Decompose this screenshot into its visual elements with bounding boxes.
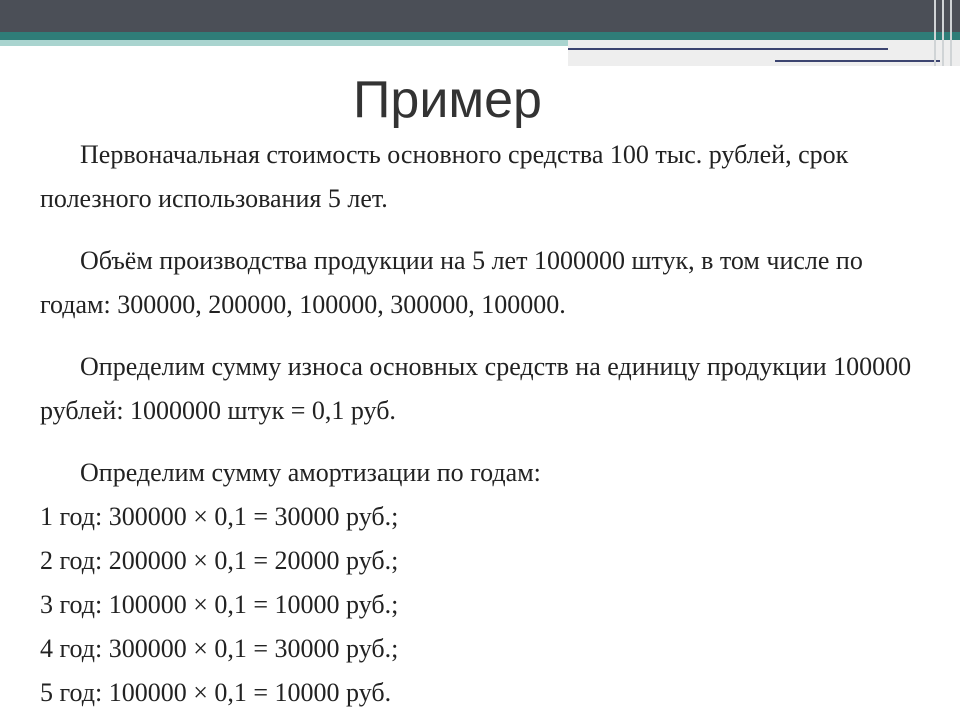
calc-line-year-2: 2 год: 200000 × 0,1 = 20000 руб.; (40, 546, 399, 575)
calc-line-year-5: 5 год: 100000 × 0,1 = 10000 руб. (40, 678, 392, 707)
header-rule (775, 60, 940, 62)
paragraph-unit-depreciation: Определим сумму износа основных средств на единицу продукции 100000 рублей: 1000000 штук = 0,1 руб. (40, 352, 912, 425)
calc-line-year-4: 4 год: 300000 × 0,1 = 30000 руб.; (40, 634, 399, 663)
header-panel (568, 40, 960, 66)
header-teal-band (0, 32, 960, 40)
slide-title: Пример (353, 71, 542, 129)
header-rule (568, 48, 888, 50)
header-dark-band (0, 0, 960, 32)
paragraph-initial-cost: Первоначальная стоимость основного средства 100 тыс. рублей, срок полезного использования 5 лет. (40, 140, 849, 213)
header-light-band (0, 40, 568, 46)
paragraph-yearly-heading: Определим сумму амортизации по годам: (80, 458, 541, 487)
calc-line-year-3: 3 год: 100000 × 0,1 = 10000 руб.; (40, 590, 399, 619)
calc-line-year-1: 1 год: 300000 × 0,1 = 30000 руб.; (40, 502, 399, 531)
paragraph-production-volume: Объём производства продукции на 5 лет 1000000 штук, в том числе по годам: 300000, 200000, 100000, 300000, 100000. (40, 246, 863, 319)
header-stripes (930, 0, 960, 66)
slide-body (40, 133, 925, 715)
